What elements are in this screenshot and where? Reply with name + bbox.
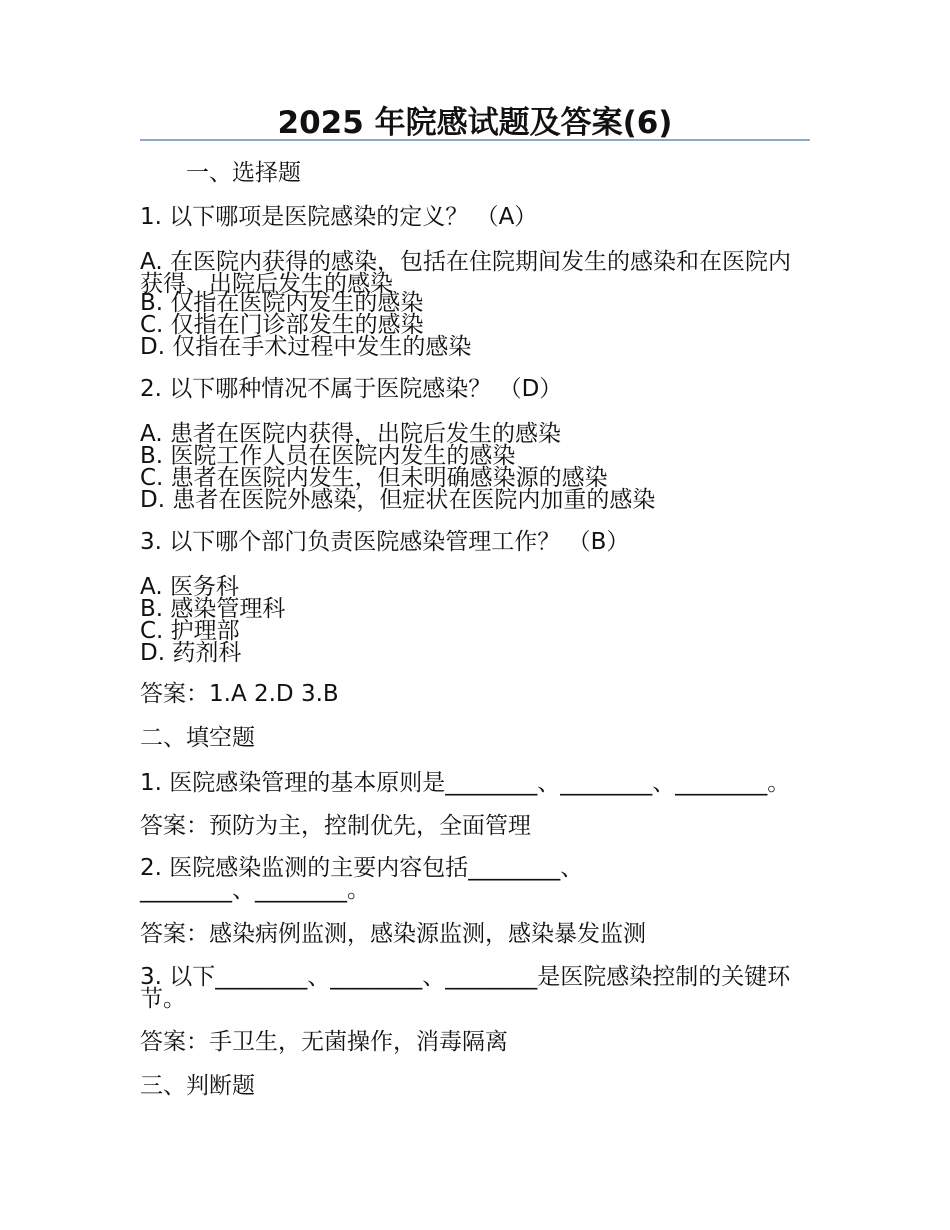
mc-q2-option-b: B. 医院工作人员在医院内发生的感染 — [140, 443, 516, 469]
mc-q3-option-a: A. 医务科 — [140, 574, 239, 600]
section-heading-judge: 三、判断题 — [140, 1073, 255, 1099]
mc-q2-option-d: D. 患者在医院外感染，但症状在医院内加重的感染 — [140, 487, 656, 513]
document-title: 2025 年院感试题及答案(6) — [277, 105, 673, 141]
mc-answer: 答案：1.A 2.D 3.B — [140, 681, 339, 707]
fill-question-2: 2. 医院感染监测的主要内容包括________、________、________。 — [140, 855, 584, 903]
mc-q1-option-c: C. 仅指在门诊部发生的感染 — [140, 312, 424, 338]
title-underline — [140, 139, 810, 141]
mc-q1-option-d: D. 仅指在手术过程中发生的感染 — [140, 334, 472, 360]
mc-question-2: 2. 以下哪种情况不属于医院感染？ （D） — [140, 376, 563, 402]
mc-q3-option-d: D. 药剂科 — [140, 640, 242, 666]
mc-q1-option-b: B. 仅指在医院内发生的感染 — [140, 290, 424, 316]
fill-question-3: 3. 以下________、________、________是医院感染控制的关键环节。 — [140, 964, 791, 1012]
section-heading-fill: 二、填空题 — [140, 725, 255, 751]
mc-q2-option-c: C. 患者在医院内发生，但未明确感染源的感染 — [140, 465, 608, 491]
fill-answer-3: 答案：手卫生，无菌操作，消毒隔离 — [140, 1029, 508, 1055]
mc-q3-option-b: B. 感染管理科 — [140, 596, 286, 622]
mc-q2-option-a: A. 患者在医院内获得，出院后发生的感染 — [140, 421, 561, 447]
mc-q1-option-a: A. 在医院内获得的感染，包括在住院期间发生的感染和在医院内获得、出院后发生的感染 — [140, 249, 791, 297]
mc-question-3: 3. 以下哪个部门负责医院感染管理工作？ （B） — [140, 529, 630, 555]
mc-question-1: 1. 以下哪项是医院感染的定义？ （A） — [140, 204, 538, 230]
section-heading-choice: 一、选择题 — [186, 160, 301, 186]
fill-question-1: 1. 医院感染管理的基本原则是________、________、________。 — [140, 770, 791, 796]
mc-q3-option-c: C. 护理部 — [140, 618, 240, 644]
fill-answer-1: 答案：预防为主，控制优先，全面管理 — [140, 813, 531, 839]
fill-answer-2: 答案：感染病例监测，感染源监测，感染暴发监测 — [140, 921, 646, 947]
